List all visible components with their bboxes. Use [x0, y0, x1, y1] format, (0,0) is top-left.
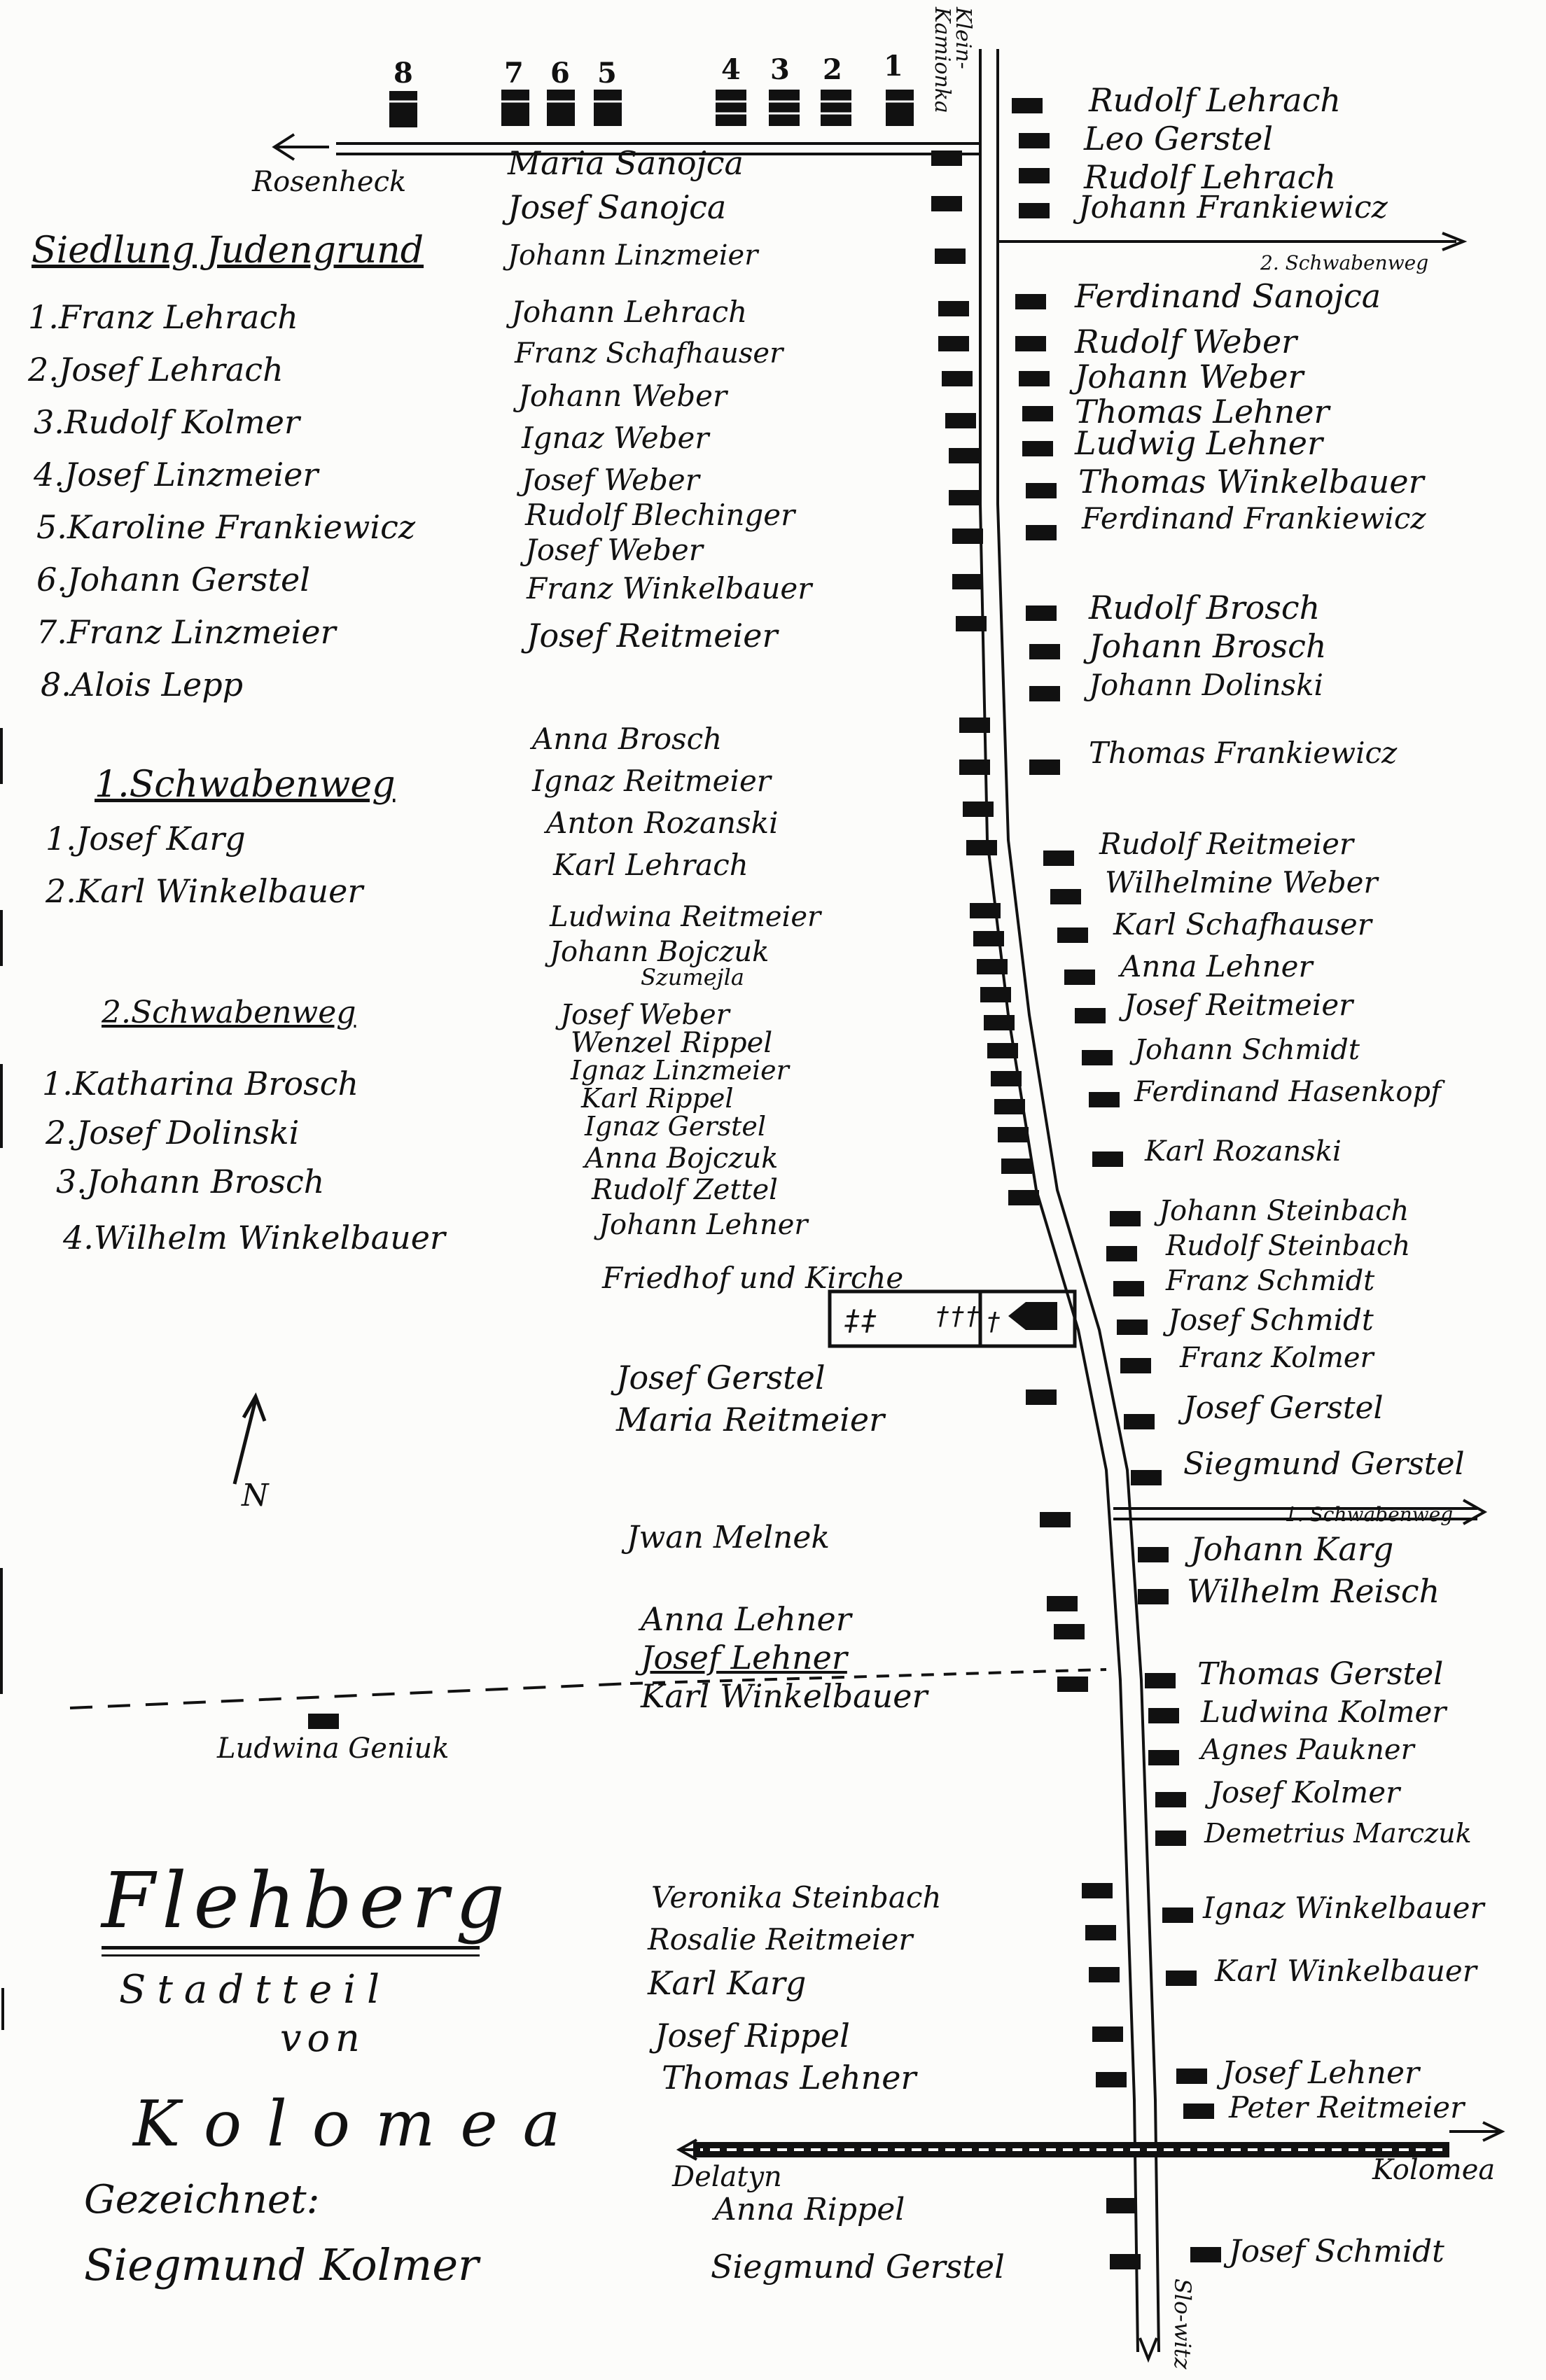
house-marker [977, 959, 1008, 974]
resident-name: Rudolf Brosch [1089, 589, 1321, 626]
house-marker [1022, 441, 1053, 456]
resident-name: Ludwig Lehner [1075, 424, 1323, 462]
author-name: Siegmund Kolmer [84, 2239, 479, 2290]
house-marker [1054, 1624, 1085, 1639]
resident-name: Peter Reitmeier [1229, 2090, 1465, 2124]
schwabenweg2-item: 4.Wilhelm Winkelbauer [63, 1219, 445, 1256]
resident-name: Johann Bojczuk [550, 936, 769, 968]
house-marker [949, 448, 980, 463]
house-marker [938, 301, 969, 316]
resident-name: Franz Winkelbauer [527, 571, 812, 606]
resident-name: Rudolf Steinbach [1166, 1230, 1411, 1262]
resident-name: Maria Reitmeier [616, 1401, 885, 1438]
house-marker [1138, 1547, 1169, 1562]
resident-name: Rosalie Reitmeier [648, 1922, 913, 1956]
north-label: N [242, 1478, 269, 1513]
house-marker [991, 1071, 1022, 1086]
road-south-arrow [1140, 2338, 1157, 2359]
label-kolomea-railway: Kolomea [1372, 2154, 1496, 2186]
top-house-row [389, 90, 914, 127]
svg-text:†: † [986, 1308, 1001, 1336]
house-marker [998, 1127, 1029, 1142]
resident-name: Josef Weber [522, 463, 699, 497]
top-number-6: 6 [550, 57, 570, 90]
svg-text:†††: ††† [935, 1302, 981, 1331]
resident-name: Josef Reitmeier [527, 617, 778, 654]
house-marker [1008, 1190, 1039, 1205]
resident-name: Ferdinand Hasenkopf [1134, 1076, 1441, 1108]
label-klein-kamionka: Klein-Kamionka [930, 7, 975, 113]
resident-name: Ignaz Winkelbauer [1203, 1891, 1484, 1925]
siedlung-item: 6.Johann Gerstel [36, 561, 310, 598]
house-marker [1064, 969, 1095, 985]
siedlung-item: 3.Rudolf Kolmer [34, 403, 300, 441]
house-marker [1026, 483, 1057, 498]
resident-name: Johann Dolinski [1089, 668, 1323, 702]
house-marker [1050, 889, 1081, 904]
resident-name: Ignaz Gerstel [585, 1111, 766, 1142]
schwabenweg2-item: 2.Josef Dolinski [46, 1114, 300, 1152]
resident-name: Ludwina Reitmeier [550, 901, 821, 933]
resident-name: Josef Kolmer [1210, 1775, 1400, 1809]
resident-name: Josef Gerstel [1183, 1390, 1384, 1426]
siedlung-item: 4.Josef Linzmeier [34, 456, 319, 493]
resident-name: Johann Frankiewicz [1078, 190, 1388, 225]
house-marker [1029, 686, 1060, 701]
resident-name: Karl Karg [648, 1964, 807, 2002]
schwabenweg1-item: 2.Karl Winkelbauer [46, 872, 363, 910]
resident-name: Siegmund Gerstel [711, 2248, 1005, 2286]
siedlung-item: 8.Alois Lepp [41, 666, 244, 704]
house-marker [1148, 1750, 1179, 1765]
resident-name: Wilhelm Reisch [1187, 1572, 1440, 1610]
house-marker [980, 987, 1011, 1002]
resident-name: Josef Schmidt [1229, 2234, 1444, 2269]
house-marker [1092, 1152, 1123, 1167]
resident-name: Rudolf Reitmeier [1099, 827, 1354, 861]
resident-name: Franz Kolmer [1180, 1342, 1374, 1374]
house-marker [1082, 1883, 1113, 1898]
house-marker [1019, 371, 1050, 386]
subtitle-line1: Stadtteil [119, 1967, 391, 2012]
resident-name: Thomas Frankiewicz [1089, 736, 1398, 770]
resident-name: Veronika Steinbach [651, 1880, 942, 1914]
resident-name: Johann Lehner [599, 1209, 808, 1241]
resident-name: Ignaz Linzmeier [571, 1055, 789, 1086]
house-marker [1029, 644, 1060, 659]
house-marker [1043, 850, 1074, 866]
resident-name: Anna Lehner [1120, 949, 1313, 983]
house-marker [1019, 203, 1050, 218]
house-marker [1110, 1211, 1141, 1226]
resident-name: Ignaz Weber [522, 421, 709, 455]
house-marker [1026, 606, 1057, 621]
label-rosenheck: Rosenheck [252, 166, 407, 198]
house-marker [935, 248, 966, 264]
resident-name: Thomas Winkelbauer [1078, 463, 1424, 500]
resident-name: Josef Reitmeier [1124, 988, 1353, 1022]
resident-name: Rudolf Lehrach [1089, 81, 1341, 119]
resident-name: Josef Lehner [1222, 2055, 1420, 2091]
resident-name: Thomas Lehner [662, 2059, 917, 2096]
resident-name: Karl Winkelbauer [641, 1677, 928, 1715]
resident-name: Rudolf Zettel [592, 1174, 778, 1206]
house-marker [1029, 760, 1060, 775]
resident-name: Josef Weber [560, 999, 730, 1031]
house-marker [1012, 98, 1043, 113]
resident-name: Ludwina Geniuk [217, 1732, 450, 1765]
top-number-7: 7 [504, 57, 524, 90]
house-marker [1166, 1970, 1197, 1986]
title-underline [102, 1946, 480, 1949]
resident-name: Johann Schmidt [1134, 1034, 1360, 1066]
resident-name: Josef Weber [525, 533, 703, 567]
house-marker [931, 150, 962, 166]
geniuk-house [308, 1714, 339, 1729]
house-marker [1145, 1673, 1176, 1688]
house-marker [1057, 927, 1088, 943]
resident-name: Rudolf Weber [1075, 323, 1297, 360]
resident-name: Ferdinand Sanojca [1075, 277, 1381, 315]
house-marker [945, 413, 976, 428]
boundary-line [70, 1670, 1106, 1708]
resident-name: Anton Rozanski [546, 806, 779, 840]
resident-name: Anna Lehner [641, 1600, 851, 1638]
subtitle-line3: Kolomea [133, 2087, 586, 2161]
house-marker [1075, 1008, 1106, 1023]
house-marker [1183, 2104, 1214, 2119]
label-delatyn: Delatyn [672, 2161, 782, 2193]
house-marker [1096, 2072, 1127, 2087]
resident-name: Johann Steinbach [1159, 1195, 1409, 1227]
house-marker [1148, 1708, 1179, 1723]
house-marker [1001, 1158, 1032, 1174]
house-marker [984, 1015, 1015, 1030]
house-marker [952, 528, 983, 544]
map-title: Flehberg [102, 1856, 512, 1945]
house-marker [1019, 133, 1050, 148]
top-number-3: 3 [770, 53, 790, 86]
resident-name: Karl Rozanski [1145, 1135, 1342, 1168]
resident-name: Karl Lehrach [553, 848, 748, 882]
siedlung-item: 5.Karoline Frankiewicz [36, 508, 416, 546]
resident-name: Johann Linzmeier [508, 239, 758, 272]
house-marker [938, 336, 969, 351]
resident-name: Josef Sanojca [508, 188, 727, 226]
label-schwabenweg-2: 2. Schwabenweg [1260, 251, 1429, 274]
resident-name: Anna Rippel [714, 2192, 905, 2227]
house-marker [1092, 2026, 1123, 2042]
house-marker [1120, 1358, 1151, 1373]
house-marker [987, 1043, 1018, 1058]
resident-name: Agnes Paukner [1201, 1734, 1414, 1766]
house-marker [942, 371, 973, 386]
resident-name: Rudolf Lehrach [1084, 158, 1336, 196]
house-marker [1085, 1925, 1116, 1940]
resident-name: Anna Brosch [532, 722, 723, 756]
resident-name: Johann Weber [1075, 358, 1304, 396]
house-marker [1138, 1589, 1169, 1604]
resident-name: Josef Gerstel [616, 1359, 826, 1396]
house-marker [1015, 294, 1046, 309]
road-schwabenweg-2 [998, 233, 1463, 250]
resident-name: Franz Schafhauser [515, 337, 784, 370]
house-marker [1022, 406, 1053, 421]
resident-name: Johann Brosch [1089, 627, 1327, 665]
house-marker [1155, 1830, 1186, 1846]
resident-name: Karl Rippel [581, 1083, 734, 1114]
resident-name: Thomas Lehner [1075, 393, 1330, 430]
house-marker [1040, 1512, 1071, 1527]
church-cemetery [830, 1292, 1075, 1346]
house-marker [1124, 1414, 1155, 1429]
resident-name: Demetrius Marczuk [1204, 1818, 1472, 1849]
house-marker [1015, 336, 1046, 351]
resident-name: Franz Schmidt [1166, 1265, 1375, 1297]
schwabenweg2-item: 3.Johann Brosch [56, 1163, 325, 1200]
house-marker [963, 802, 994, 817]
house-marker [1113, 1281, 1144, 1296]
resident-name: Wenzel Rippel [571, 1027, 773, 1059]
top-number-1: 1 [884, 50, 903, 83]
resident-name: Johann Weber [518, 379, 727, 413]
house-marker [1026, 1390, 1057, 1405]
label-bottom-road: Slo-witz [1169, 2278, 1196, 2370]
house-marker [1057, 1676, 1088, 1692]
house-marker [1026, 525, 1057, 540]
resident-name: Josef Rippel [655, 2017, 850, 2054]
resident-name: Maria Sanojca [508, 144, 744, 182]
house-marker [1082, 1050, 1113, 1065]
church-label: Friedhof und Kirche [602, 1261, 904, 1295]
house-marker [973, 931, 1004, 946]
title-underline-2 [102, 1954, 480, 1956]
house-marker [1106, 1246, 1137, 1261]
top-number-8: 8 [394, 57, 413, 90]
house-marker [959, 718, 990, 733]
resident-name: Karl Winkelbauer [1215, 1954, 1477, 1988]
resident-name: Ignaz Reitmeier [532, 764, 771, 798]
resident-name: Johann Lehrach [511, 295, 748, 329]
house-marker [1190, 2247, 1221, 2262]
house-marker [949, 490, 980, 505]
siedlung-item: 7.Franz Linzmeier [36, 613, 336, 651]
top-number-2: 2 [823, 53, 842, 86]
resident-name: Johann Karg [1190, 1530, 1394, 1568]
schwabenweg2-heading: 2.Schwabenweg [102, 995, 356, 1030]
schwabenweg1-heading: 1.Schwabenweg [95, 764, 396, 806]
resident-name: Szumejla [641, 964, 744, 990]
house-marker [970, 903, 1001, 918]
resident-name: Leo Gerstel [1084, 120, 1274, 158]
resident-name: Wilhelmine Weber [1105, 865, 1378, 899]
house-marker [1089, 1967, 1120, 1982]
house-marker [1019, 168, 1050, 183]
house-marker [956, 616, 987, 631]
siedlung-heading: Siedlung Judengrund [32, 230, 424, 272]
resident-name: Siegmund Gerstel [1183, 1446, 1465, 1482]
house-marker [1047, 1596, 1078, 1611]
drawn-by-label: Gezeichnet: [84, 2177, 320, 2222]
siedlung-item: 1.Franz Lehrach [28, 298, 298, 336]
house-marker [1089, 1092, 1120, 1107]
house-marker [1162, 1907, 1193, 1923]
label-schwabenweg-1: 1. Schwabenweg [1285, 1503, 1454, 1526]
resident-name: Karl Schafhauser [1113, 907, 1372, 941]
house-marker [1110, 2254, 1141, 2269]
svg-text:‡‡: ‡‡ [844, 1305, 878, 1337]
house-marker [1117, 1320, 1148, 1335]
north-arrow-icon [235, 1396, 265, 1484]
resident-name: Thomas Gerstel [1197, 1656, 1444, 1692]
schwabenweg2-item: 1.Katharina Brosch [42, 1065, 359, 1102]
house-marker [931, 196, 962, 211]
resident-name: Ferdinand Frankiewicz [1082, 501, 1426, 536]
resident-name: Jwan Melnek [627, 1520, 830, 1555]
resident-name: Rudolf Blechinger [525, 498, 795, 532]
schwabenweg1-item: 1.Josef Karg [46, 820, 246, 858]
top-number-5: 5 [597, 57, 617, 90]
house-marker [952, 574, 983, 589]
resident-name: Ludwina Kolmer [1201, 1695, 1447, 1729]
subtitle-line2: von [280, 2016, 365, 2060]
house-marker [1155, 1792, 1186, 1807]
house-marker [959, 760, 990, 775]
house-marker [1131, 1470, 1162, 1485]
resident-name: Josef Schmidt [1168, 1303, 1374, 1337]
page-edge-marks [1, 728, 3, 2030]
siedlung-item: 2.Josef Lehrach [28, 351, 284, 388]
resident-name: Anna Bojczuk [585, 1142, 779, 1175]
house-marker [1176, 2068, 1207, 2084]
house-marker [994, 1099, 1025, 1114]
resident-name: Josef Lehner [641, 1639, 847, 1676]
top-number-4: 4 [721, 53, 741, 86]
house-marker [966, 840, 997, 855]
house-marker [1106, 2198, 1137, 2213]
